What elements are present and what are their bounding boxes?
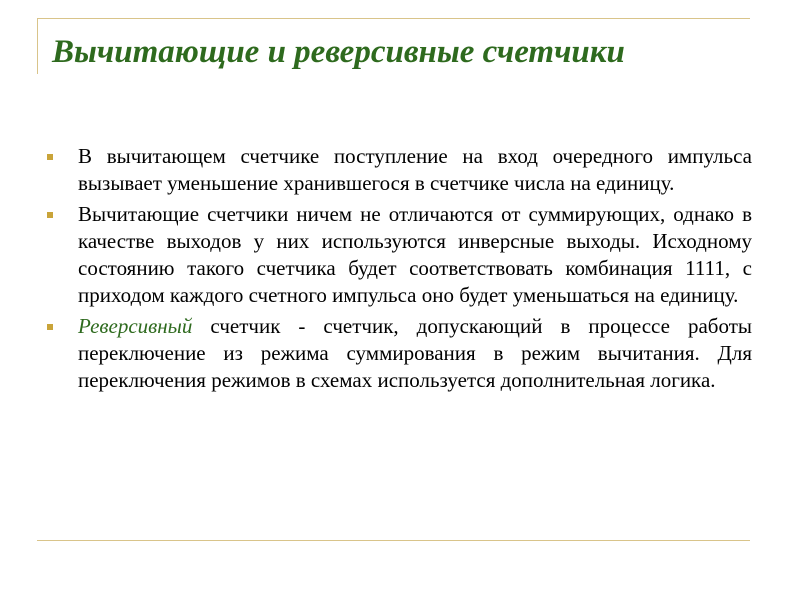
- bullet-list: [46, 143, 752, 398]
- bullet-text: Вычитающие счетчики ничем не отличаются от суммирующих, однако в качестве выходов у них используются инверсные выходы. Исходному состоянию такого счетчика будет соответствовать комбинация 1111, с приходом каждого счетного импульса оно будет уменьшаться на единицу.: [78, 202, 752, 307]
- square-bullet-icon: [47, 324, 53, 330]
- bottom-divider: [37, 540, 750, 541]
- top-divider: [37, 18, 750, 19]
- square-bullet-icon: [47, 154, 53, 160]
- bullet-item: [46, 143, 752, 197]
- bullet-item: [46, 313, 752, 394]
- highlighted-term: Реверсивный: [78, 314, 193, 338]
- slide-title: Вычитающие и реверсивные счетчики: [52, 34, 625, 70]
- left-accent-line: [37, 18, 38, 74]
- bullet-item: [46, 201, 752, 309]
- bullet-text: В вычитающем счетчике поступление на вход очередного импульса вызывает уменьшение хранившегося в счетчике числа на единицу.: [78, 144, 752, 195]
- square-bullet-icon: [47, 212, 53, 218]
- bullet-text: счетчик - счетчик, допускающий в процессе работы переключение из режима суммирования в режим вычитания. Для переключения режимов в схемах используется дополнительная логика.: [78, 314, 752, 392]
